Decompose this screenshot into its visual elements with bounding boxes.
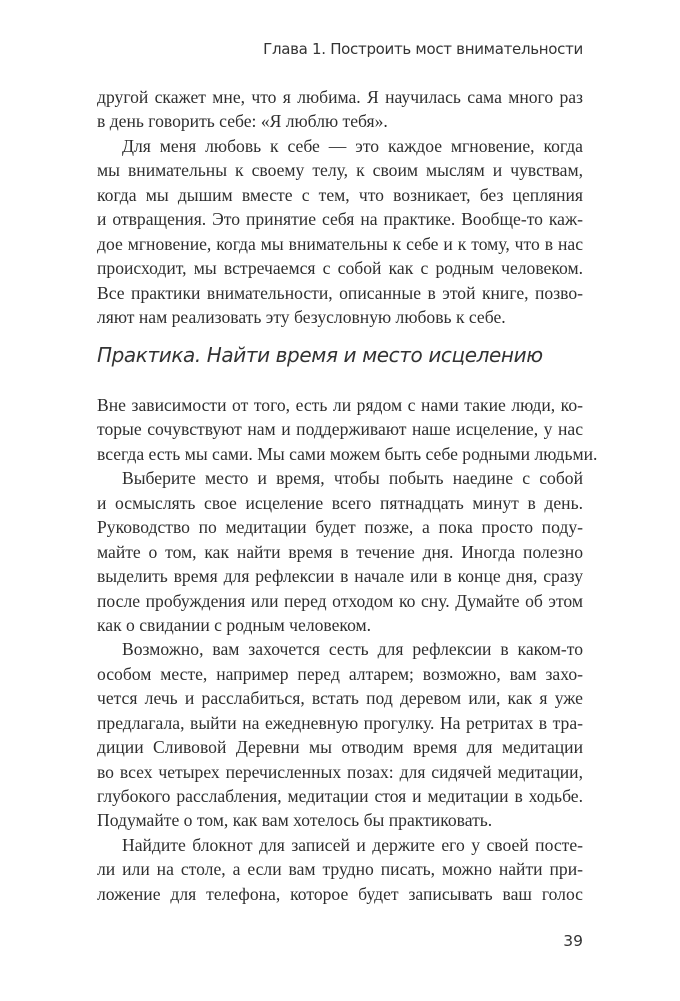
text-line: всегда есть мы сами. Мы сами можем быть себе родными людьми.: [97, 443, 598, 464]
text-line: другой скажет мне, что я любима. Я научилась сама много раз: [97, 87, 583, 107]
text-line: ложение для телефона, которое будет записывать ваш голос: [97, 883, 583, 904]
text-line: чется лечь и расслабиться, встать под деревом или, как я уже: [97, 688, 583, 709]
text-line: ляют нам реализовать эту безусловную любовь к себе.: [97, 306, 506, 327]
text-line: во всех четырех перечисленных позах: для сидячей медитации,: [97, 761, 583, 782]
text-line: майте о том, как найти время в течение дня. Иногда полезно: [97, 541, 583, 562]
text-line: мы внимательны к своему телу, к своим мыслям и чувствам,: [97, 160, 583, 181]
text-line: Руководство по медитации будет позже, а пока просто поду-: [97, 517, 583, 538]
text-line: в день говорить себе: «Я люблю тебя».: [97, 111, 388, 132]
text-line: особом месте, например перед алтарем; возможно, вам захо-: [97, 663, 583, 684]
text-line: ли или на столе, а если вам трудно писать, можно найти при-: [97, 859, 583, 880]
text-line: Подумайте о том, как вам хотелось бы практиковать.: [97, 810, 493, 831]
text-line: и отвращения. Это принятие себя на практике. Вообще-то каж-: [97, 209, 583, 230]
text-line: выделить время для рефлексии в начале или в конце дня, сразу: [97, 566, 583, 587]
text-line: Выберите место и время, чтобы побыть наедине с собой: [122, 468, 583, 489]
text-line: Для меня любовь к себе — это каждое мгновение, когда: [122, 135, 583, 156]
text-line: диции Сливовой Деревни мы отводим время для медитации: [97, 737, 583, 758]
text-line: Найдите блокнот для записей и держите его у своей посте-: [122, 834, 583, 855]
text-line: дое мгновение, когда мы внимательны к себе и к тому, что в нас: [97, 233, 583, 254]
text-line: и осмыслять свое исцеление всего пятнадцать минут в день.: [97, 492, 583, 513]
text-line: Вне зависимости от того, есть ли рядом с нами такие люди, ко-: [97, 395, 583, 415]
text-line: Возможно, вам захочется сесть для рефлексии в каком-то: [122, 639, 583, 660]
running-head: Глава 1. Построить мост внимательности: [263, 40, 583, 58]
text-line: когда мы дышим вместе с тем, что возникает, без цепляния: [97, 184, 583, 205]
text-line: происходит, мы встречаемся с собой как с родным человеком.: [97, 258, 583, 279]
text-line: Все практики внимательности, описанные в этой книге, позво-: [97, 282, 583, 303]
section-heading: Практика. Найти время и место исцелению: [97, 343, 543, 367]
body-text-block-2: [97, 393, 598, 906]
page-number: 39: [563, 932, 583, 950]
text-line: после пробуждения или перед отходом ко сну. Думайте об этом: [97, 590, 583, 611]
text-line: торые сочувствуют нам и поддерживают наше исцеление, у нас: [97, 419, 583, 440]
body-text-block-1: [97, 85, 583, 329]
text-line: глубокого расслабления, медитации стоя и медитации в ходьбе.: [97, 786, 583, 806]
text-line: как о свидании с родным человеком.: [97, 614, 372, 635]
text-line: предлагала, выйти на ежедневную прогулку. На ретритах в тра-: [97, 712, 583, 733]
